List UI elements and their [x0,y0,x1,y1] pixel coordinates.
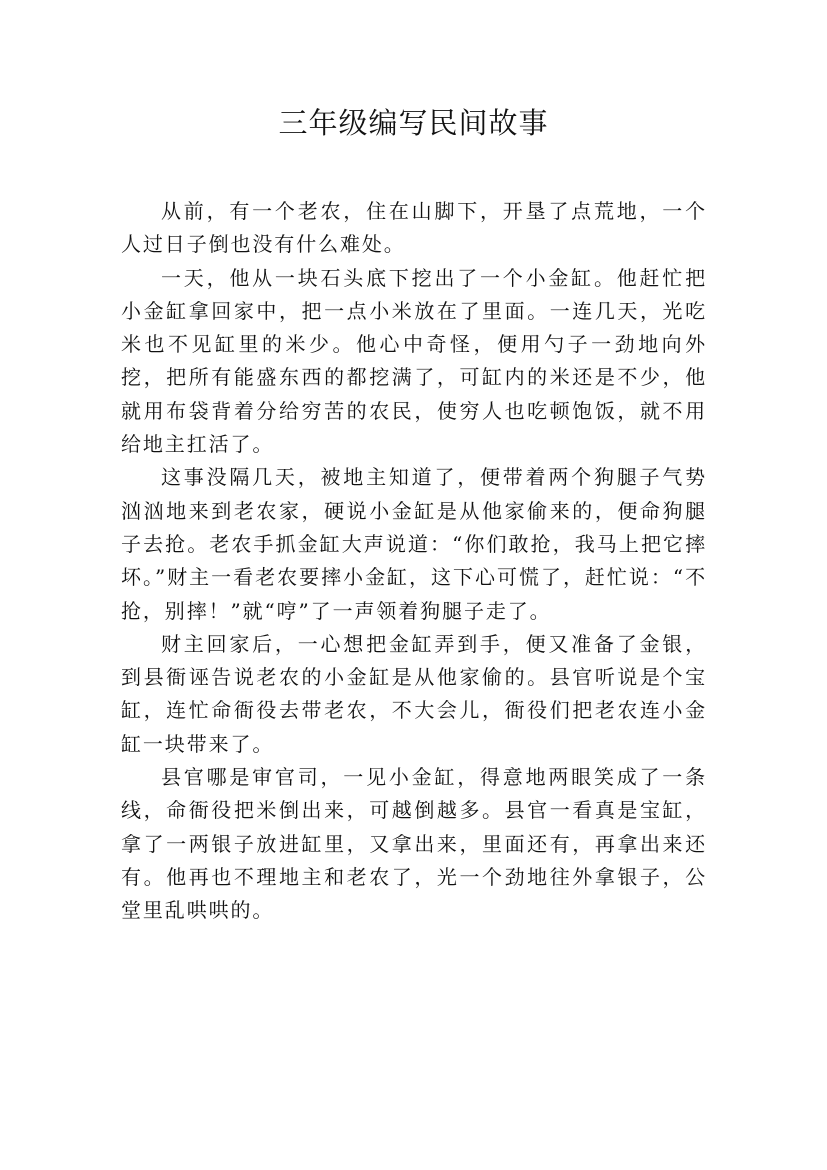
paragraph: 一天，他从一块石头底下挖出了一个小金缸。他赶忙把小金缸拿回家中，把一点小米放在了里面。一连几天，光吃米也不见缸里的米少。他心中奇怪，便用勺子一劲地向外挖，把所有能盛东西的都挖满了，可缸内的米还是不少，他就用布袋背着分给穷苦的农民，使穷人也吃顿饱饭，就不用给地主扛活了。 [121,265,707,457]
paragraph: 这事没隔几天，被地主知道了，便带着两个狗腿子气势汹汹地来到老农家，硬说小金缸是从他家偷来的，便命狗腿子去抢。老农手抓金缸大声说道：“你们敢抢，我马上把它摔坏。”财主一看老农要摔小金缸，这下心可慌了，赶忙说：“不抢，别摔！”就“哼”了一声领着狗腿子走了。 [121,465,707,623]
paragraph: 财主回家后，一心想把金缸弄到手，便又准备了金银，到县衙诬告说老农的小金缸是从他家偷的。县官听说是个宝缸，连忙命衙役去带老农，不大会儿，衙役们把老农连小金缸一块带来了。 [121,631,707,756]
story-body [121,195,707,928]
paragraph: 县官哪是审官司，一见小金缸，得意地两眼笑成了一条线，命衙役把米倒出来，可越倒越多。县官一看真是宝缸，拿了一两银子放进缸里，又拿出来，里面还有，再拿出来还有。他再也不理地主和老农了，光一个劲地往外拿银子，公堂里乱哄哄的。 [121,765,707,923]
paragraph: 从前，有一个老农，住在山脚下，开垦了点荒地，一个人过日子倒也没有什么难处。 [121,199,707,257]
document-title: 三年级编写民间故事 [278,106,549,140]
